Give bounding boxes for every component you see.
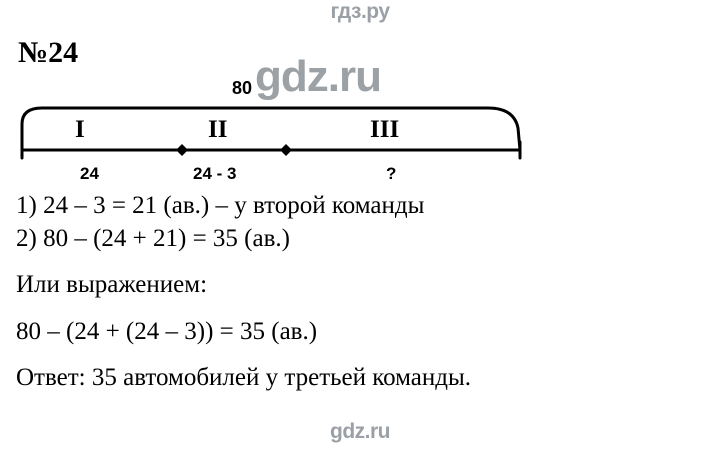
- solution-block: [16, 190, 706, 395]
- segment-diagram: [18, 78, 538, 188]
- solution-line-4: 80 – (24 + (24 – 3)) = 35 (ав.): [16, 317, 318, 345]
- diagram-segment-roman-1: I: [75, 116, 85, 143]
- solution-line-2: 2) 80 – (24 + 21) = 35 (ав.): [16, 224, 290, 252]
- solution-line-3: Или выражением:: [16, 271, 208, 298]
- diagram-segment-value-1: 24: [80, 164, 99, 183]
- diagram-segment-value-2: 24 - 3: [193, 164, 237, 183]
- site-watermark-center: gdz.ru: [255, 52, 381, 101]
- diagram-total-label: 80: [232, 78, 253, 98]
- site-watermark-top: гдз.ру: [330, 0, 390, 23]
- task-number: №24: [18, 36, 79, 69]
- diagram-segment-roman-2: II: [208, 116, 228, 143]
- site-watermark-bottom: gdz.ru: [330, 420, 390, 443]
- diagram-segment-value-3: ?: [386, 164, 397, 183]
- solution-line-1: 1) 24 – 3 = 21 (ав.) – у второй команды: [16, 192, 425, 219]
- solution-answer: Ответ: 35 автомобилей у третьей команды.: [16, 364, 472, 391]
- diagram-segment-roman-3: III: [370, 116, 400, 143]
